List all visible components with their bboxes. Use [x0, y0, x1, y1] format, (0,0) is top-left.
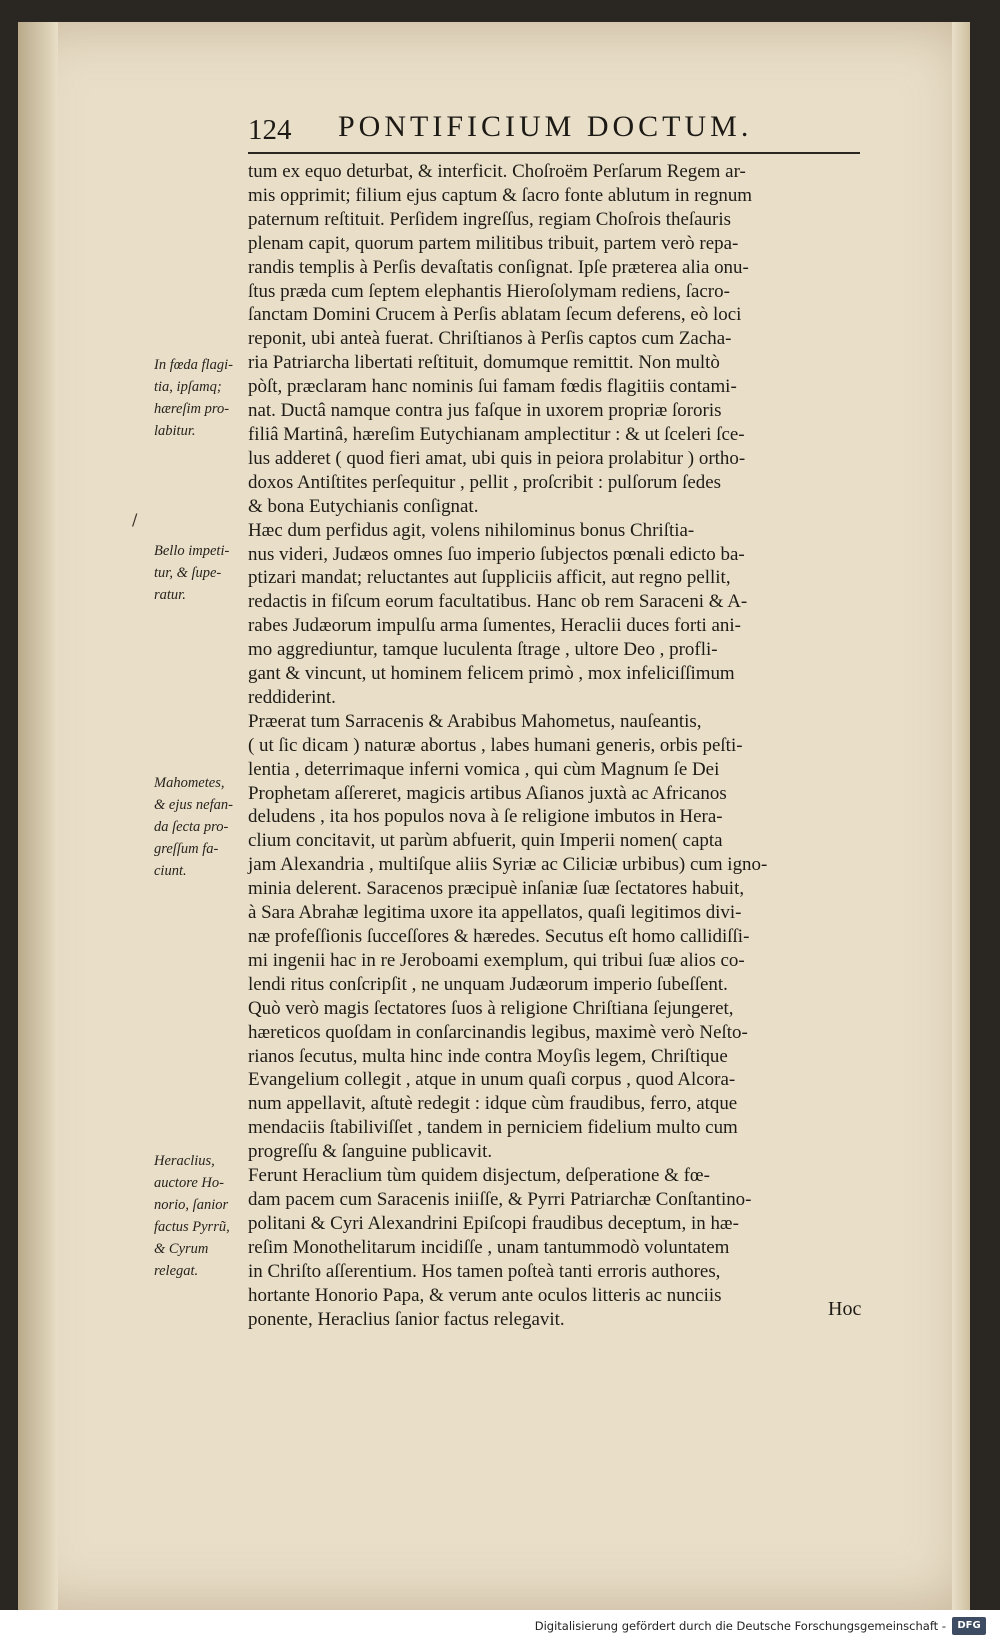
text-line: paternum reſtituit. Perſidem ingreſſus, regiam Choſrois theſauris [248, 208, 731, 230]
margin-note-line: greſſum fa- [154, 841, 219, 857]
text-line: clium concitavit, ut parùm abfuerit, quin Imperii nomen( capta [248, 830, 723, 852]
text-line: lus adderet ( quod fieri amat, ubi quis in peiora prolabitur ) ortho- [248, 447, 746, 469]
text-line: ſanctam Domini Crucem à Perſis ablatam ſecum deferens, eò loci [248, 304, 742, 326]
text-line: randis templis à Perſis devaſtatis conſignat. Ipſe præterea alia onu- [248, 256, 749, 278]
text-line: Evangelium collegit , atque in unum quaſi corpus , quod Alcora- [248, 1069, 736, 1091]
margin-note-line: hæreſim pro- [154, 401, 230, 417]
text-line: ponente, Heraclius ſanior factus relegavit. [248, 1308, 565, 1330]
text-line: progreſſu & ſanguine publicavit. [248, 1141, 493, 1163]
margin-note-line: relegat. [154, 1263, 199, 1279]
margin-note-line: & ejus nefan- [154, 797, 233, 813]
header-rule [248, 152, 860, 154]
margin-note-line: Bello impeti- [154, 543, 230, 559]
page-binding-shadow [18, 22, 58, 1610]
text-line: minia delerent. Saracenos præcipuè inſaniæ ſuæ ſectatores habuit, [248, 878, 745, 900]
text-line: doxos Antiſtites perſequitur , pellit , proſcribit : pulſorum ſedes [248, 471, 722, 493]
funding-credit: Digitalisierung gefördert durch die Deutsche Forschungsgemeinschaft - [534, 1619, 946, 1633]
text-line: Prophetam aſſereret, magicis artibus Aſianos juxtà ac Africanos [248, 782, 727, 804]
text-line: filiâ Martinâ, hæreſim Eutychianam amplectitur : & ut ſceleri ſce- [248, 423, 745, 445]
text-line: plenam capit, quorum partem militibus tribuit, partem verò repa- [248, 232, 739, 254]
digitization-footer [0, 1610, 1000, 1643]
text-line: lendi ritus conſcripſit , ne unquam Judæorum imperio ſubeſſent. [248, 973, 728, 995]
text-line: lentia , deterrimaque inferni vomica , qui cùm Magnum ſe Dei [248, 758, 720, 780]
text-line: & bona Eutychianis conſignat. [248, 495, 479, 517]
text-line: rianos ſecutus, multa hinc inde contra Moyſis legem, Chriſtique [248, 1045, 728, 1067]
text-line: Quò verò magis ſectatores ſuos à religione Chriſtiana ſejungeret, [248, 997, 734, 1019]
text-line: redactis in fiſcum eorum facultatibus. Hanc ob rem Saraceni & A- [248, 591, 748, 613]
text-line: ſtus præda cum ſeptem elephantis Hieroſolymam rediens, ſacro- [248, 280, 730, 302]
running-title: PONTIFICIUM DOCTUM. [338, 110, 753, 143]
text-line: nat. Ductâ namque contra jus faſque in uxorem propriæ ſororis [248, 400, 722, 422]
text-line: à Sara Abrahæ legitima uxore ita appellatos, quaſi legitimos divi- [248, 902, 742, 924]
text-line: mis opprimit; filium ejus captum & ſacro fonte ablutum in regnum [248, 184, 753, 206]
page-edge [952, 22, 970, 1610]
margin-note-line: ratur. [154, 587, 186, 603]
margin-note-line: Mahometes, [154, 775, 225, 791]
margin-note-bello-impetitur [154, 540, 246, 606]
text-line: reponit, ubi anteà fuerat. Chriſtianos à Perſis captos cum Zacha- [248, 328, 732, 350]
text-line: Hæc dum perfidus agit, volens nihilominus bonus Chriſtia- [248, 519, 695, 541]
text-line: in Chriſto aſſerentium. Hos tamen poſteà tanti erroris authores, [248, 1260, 721, 1282]
text-line: politani & Cyri Alexandrini Epiſcopi fraudibus deceptum, in hæ- [248, 1212, 739, 1234]
text-line: Ferunt Heraclium tùm quidem disjectum, deſperatione & fœ- [248, 1165, 710, 1187]
text-line: reſim Monothelitarum incidiſſe , unam tantummodò voluntatem [248, 1236, 730, 1258]
text-line: hortante Honorio Papa, & verum ante oculos litteris ac nunciis [248, 1284, 722, 1306]
margin-note-line: tur, & ſupe- [154, 565, 222, 581]
margin-note-line: ciunt. [154, 863, 187, 879]
margin-note-line: factus Pyrrũ, [154, 1219, 230, 1235]
text-line: rabes Judæorum impulſu arma ſumentes, Heraclii duces forti ani- [248, 615, 741, 637]
margin-note-foeda-flagitia [154, 354, 246, 442]
dfg-logo: DFG [952, 1617, 986, 1635]
main-text-block [248, 160, 878, 1331]
text-line: nus videri, Judæos omnes ſuo imperio ſubjectos pœnali edicto ba- [248, 543, 745, 565]
margin-note-line: labitur. [154, 423, 196, 439]
text-line: deludens , ita hos populos nova à ſe religione imbutos in Hera- [248, 806, 723, 828]
text-line: næ profeſſionis ſucceſſores & hæredes. Secutus eſt homo callidiſſi- [248, 926, 750, 947]
margin-note-heraclius [154, 1150, 246, 1282]
margin-note-line: Heraclius, [154, 1153, 215, 1169]
margin-note-mahometes [154, 772, 246, 882]
margin-note-line: & Cyrum [154, 1241, 209, 1257]
margin-note-line: da ſecta pro- [154, 819, 229, 835]
text-line: ptizari mandat; reluctantes aut ſuppliciis afficit, aut regno pellit, [248, 567, 731, 589]
page-header [248, 108, 858, 154]
text-line: mendaciis ſtabiliviſſet , tandem in perniciem fidelium multo cum [248, 1117, 738, 1139]
margin-note-line: norio, ſanior [154, 1197, 229, 1213]
text-line: hæreticos quoſdam in conſarcinandis legibus, maximè verò Neſto- [248, 1021, 748, 1043]
text-line: pòſt, præclaram hanc nominis ſui famam fœdis flagitiis contami- [248, 376, 737, 398]
text-line: gant & vincunt, ut hominem felicem primò , mox infeliciſſimum [248, 663, 735, 685]
text-line: reddiderint. [248, 686, 336, 708]
margin-note-line: auctore Ho- [154, 1175, 224, 1191]
page-number: 124 [248, 114, 292, 146]
text-line: mo aggrediuntur, tamque luculenta ſtrage , ultore Deo , profli- [248, 639, 718, 661]
margin-note-line: In fœda flagi- [154, 357, 233, 373]
catchword: Hoc [828, 1298, 862, 1320]
text-line: Præerat tum Sarracenis & Arabibus Mahometus, nauſeantis, [248, 710, 702, 732]
text-line: ( ut ſic dicam ) naturæ abortus , labes humani generis, orbis peſti- [248, 734, 743, 756]
text-line: dam pacem cum Saracenis iniiſſe, & Pyrri Patriarchæ Conſtantino- [248, 1188, 752, 1210]
text-line: tum ex equo deturbat, & interficit. Choſroëm Perſarum Regem ar- [248, 161, 746, 182]
text-line: jam Alexandria , multiſque aliis Syriæ ac Ciliciæ urbibus) cum igno- [248, 854, 768, 876]
text-line: num appellavit, aſtutè redegit : idque cùm fraudibus, ferro, atque [248, 1093, 738, 1115]
text-line: ria Patriarcha libertati reſtituit, domumque remittit. Non multò [248, 352, 720, 374]
margin-note-line: tia, ipſamq; [154, 379, 222, 395]
text-line: mi ingenii hac in re Jeroboami exemplum, qui tribui ſuæ alios co- [248, 949, 745, 971]
stray-pen-mark: / [132, 510, 138, 529]
